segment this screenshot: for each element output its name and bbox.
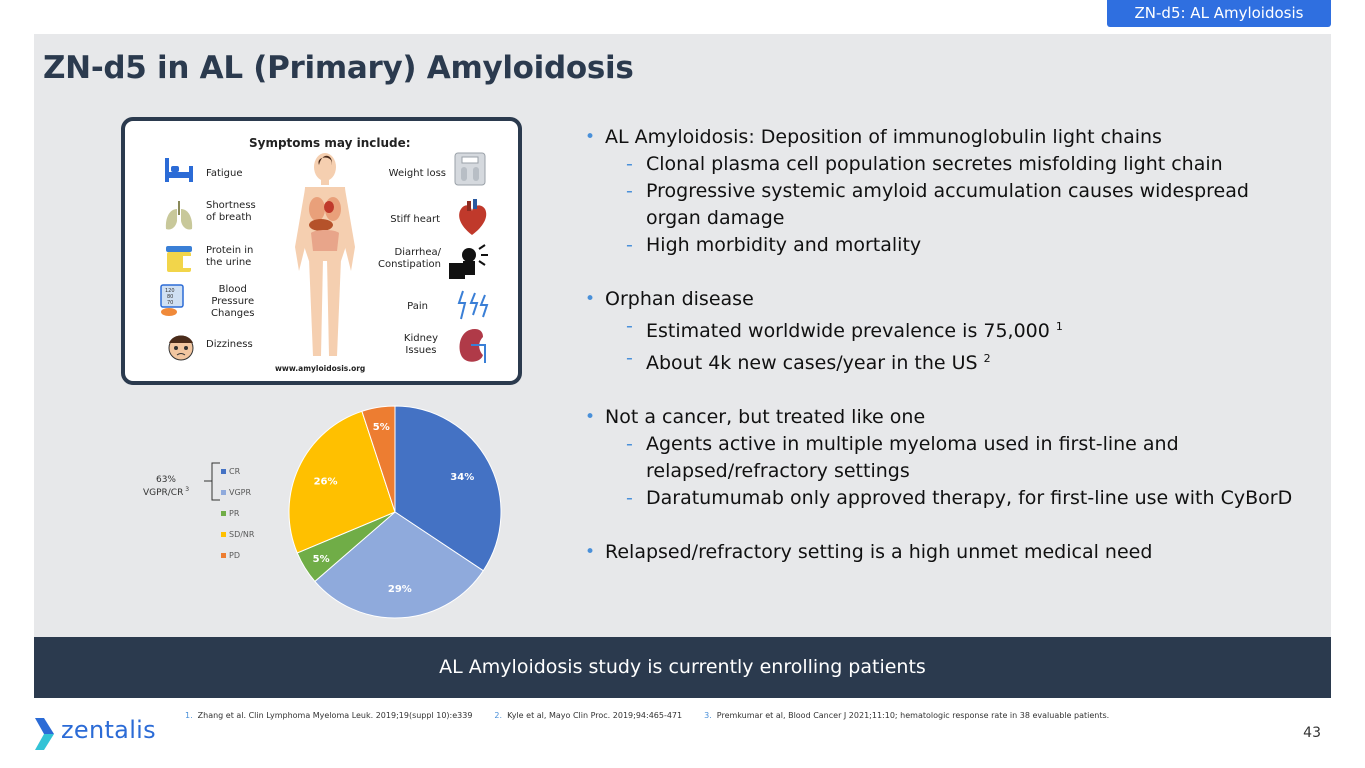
slide-title: ZN-d5 in AL (Primary) Amyloidosis (43, 50, 634, 86)
response-pie-chart (130, 400, 530, 625)
zentalis-logo (34, 716, 159, 752)
legend-swatch (221, 511, 226, 516)
reference-text: Kyle et al, Mayo Clin Proc. 2019;94:465-471 (507, 711, 683, 720)
urine-cup-icon (163, 244, 195, 274)
bed-icon (163, 154, 195, 184)
kidney-icon (455, 327, 489, 365)
references (185, 711, 1131, 720)
reference-item (494, 711, 682, 720)
legend-label: CR (229, 467, 241, 476)
page-number: 43 (1303, 725, 1321, 741)
scale-icon (453, 151, 487, 187)
bracket-label: 63% (155, 475, 177, 485)
bullet-item: • Orphan disease (585, 286, 1305, 313)
legend-label: PD (229, 551, 240, 560)
logo-mark-icon (34, 716, 56, 752)
pie-data-label: 5% (372, 422, 390, 434)
human-body-icon (285, 151, 365, 366)
sub-bullet-item: - High morbidity and mortality (585, 232, 1305, 259)
infographic-title: Symptoms may include: (249, 136, 411, 150)
pain-lightning-icon (455, 289, 489, 323)
bullet-gap (585, 259, 1305, 286)
pie-data-label: 34% (450, 471, 475, 483)
bp-readout-systolic: 120 (165, 288, 175, 294)
legend-swatch (221, 553, 226, 558)
reference-number: 2. (494, 711, 503, 720)
bracket-label: VGPR/CR $^3$ (142, 486, 190, 498)
symptoms-infographic (121, 117, 522, 385)
symptom-dizziness: Dizziness (206, 339, 253, 350)
legend-bracket (204, 463, 220, 500)
symptom-stiff-heart: Stiff heart (390, 214, 440, 225)
heart-icon (455, 199, 489, 237)
bullet-gap (585, 377, 1305, 404)
sub-bullet-item: - Progressive systemic amyloid accumulation causes widespread organ damage (585, 178, 1305, 232)
sub-bullet-item: - Estimated worldwide prevalence is 75,000 $^1$ (585, 313, 1305, 345)
bp-readout-diastolic: 80 (167, 294, 174, 300)
legend-swatch (221, 532, 226, 537)
enrollment-banner: AL Amyloidosis study is currently enrolling patients (34, 637, 1331, 698)
legend-label: PR (229, 509, 240, 518)
bracket-citation-sup: 3 (183, 486, 190, 493)
citation-sup: 1 (1055, 320, 1063, 333)
toilet-person-icon (445, 243, 489, 283)
reference-item (704, 711, 1109, 720)
legend-swatch (221, 490, 226, 495)
pie-data-label: 26% (313, 476, 338, 488)
citation-sup: 2 (983, 352, 991, 365)
symptom-shortness-of-breath: Shortness of breath (206, 200, 256, 223)
bullet-item: • Not a cancer, but treated like one (585, 404, 1305, 431)
reference-text: Premkumar et al, Blood Cancer J 2021;11:10; hematologic response rate in 38 evaluable patients. (716, 711, 1110, 720)
bullet-item: • Relapsed/refractory setting is a high unmet medical need (585, 539, 1305, 566)
reference-item (185, 711, 472, 720)
reference-number: 3. (704, 711, 712, 720)
symptom-weight-loss: Weight loss (388, 168, 446, 179)
symptom-diarrhea-constipation: Diarrhea/ Constipation (378, 247, 441, 270)
lungs-icon (163, 199, 195, 233)
sub-bullet-item: - Daratumumab only approved therapy, for first-line use with CyBorD (585, 485, 1305, 512)
dizzy-face-icon (165, 329, 197, 363)
symptom-pain: Pain (407, 301, 428, 312)
sub-bullet-item: - Agents active in multiple myeloma used in first-line and relapsed/refractory settings (585, 431, 1305, 485)
sub-bullet-item: - About 4k new cases/year in the US $^2$ (585, 345, 1305, 377)
bullet-item: • AL Amyloidosis: Deposition of immunoglobulin light chains (585, 124, 1305, 151)
section-tag: ZN-d5: AL Amyloidosis (1107, 0, 1331, 27)
sub-bullet-item: - Clonal plasma cell population secretes misfolding light chain (585, 151, 1305, 178)
legend-label: SD/NR (229, 530, 255, 539)
legend-label: VGPR (229, 488, 252, 497)
bullet-list (585, 124, 1305, 566)
pie-data-label: 5% (312, 553, 330, 565)
symptom-fatigue: Fatigue (206, 168, 243, 179)
symptom-blood-pressure: Blood Pressure Changes (211, 284, 255, 319)
reference-text: Zhang et al. Clin Lymphoma Myeloma Leuk. 2019;19(suppl 10):e339 (197, 711, 473, 720)
logo-text: zentalis (61, 716, 156, 744)
blood-pressure-monitor-icon (157, 283, 197, 317)
pie-data-label: 29% (387, 584, 412, 596)
infographic-source: www.amyloidosis.org (275, 364, 366, 373)
bullet-gap (585, 512, 1305, 539)
reference-number: 1. (185, 711, 193, 720)
symptom-protein-in-urine: Protein in the urine (206, 245, 254, 268)
bp-readout-pulse: 70 (167, 300, 174, 306)
legend-swatch (221, 469, 226, 474)
symptom-kidney-issues: Kidney Issues (403, 333, 438, 356)
